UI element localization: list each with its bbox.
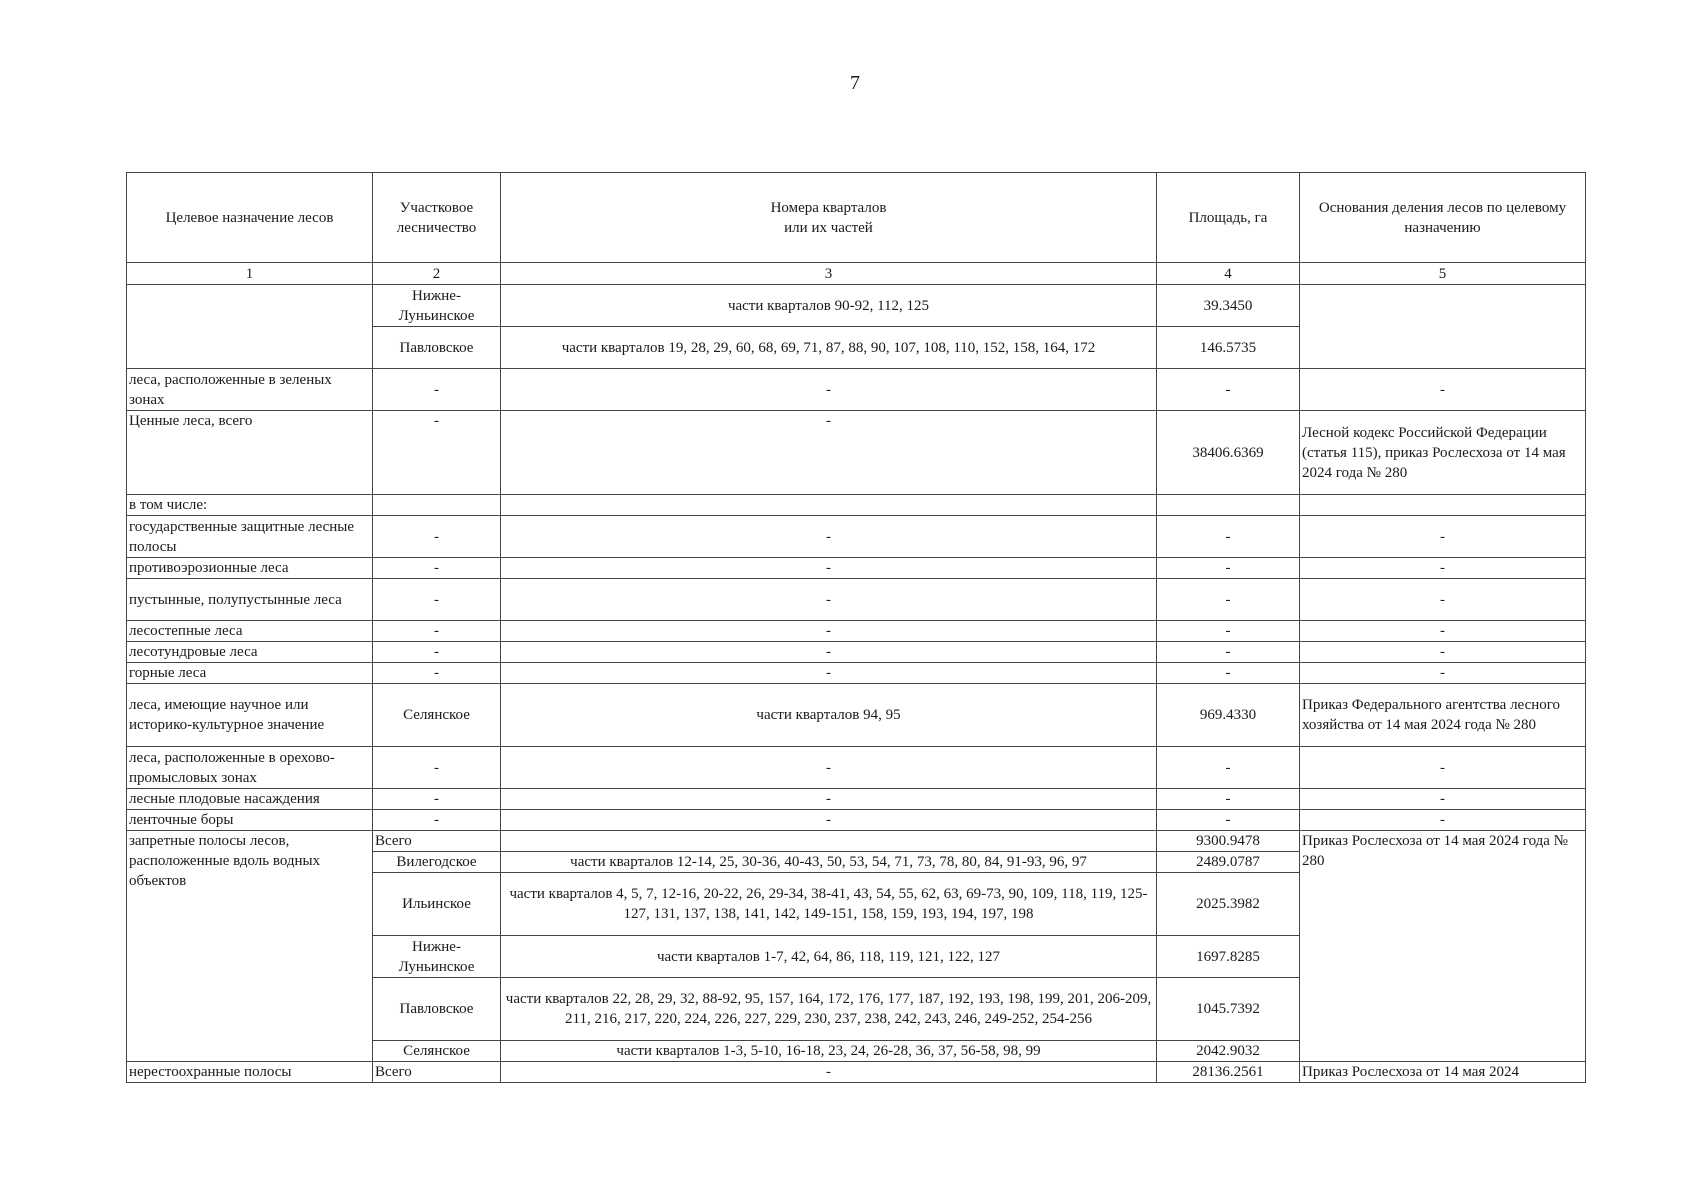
- header-area: Площадь, га: [1157, 173, 1300, 263]
- cell-area: 146.5735: [1157, 327, 1300, 369]
- cell-basis: -: [1300, 621, 1586, 642]
- column-number: 4: [1157, 263, 1300, 285]
- cell-forest-purpose: пустынные, полупустынные леса: [127, 579, 373, 621]
- page-number: 7: [850, 72, 860, 94]
- cell-quarters: части кварталов 12-14, 25, 30-36, 40-43, 50, 53, 54, 71, 73, 78, 80, 84, 91-93, 96, 97: [501, 852, 1157, 873]
- cell-forest-purpose: леса, расположенные в орехово-промысловых зонах: [127, 747, 373, 789]
- cell-quarters: [501, 495, 1157, 516]
- cell-basis: -: [1300, 558, 1586, 579]
- cell-area: 969.4330: [1157, 684, 1300, 747]
- cell-quarters: [501, 831, 1157, 852]
- table-row: [127, 642, 1586, 663]
- cell-forest-purpose: лесные плодовые насаждения: [127, 789, 373, 810]
- cell-district: -: [373, 789, 501, 810]
- cell-basis: Приказ Рослесхоза от 14 мая 2024: [1300, 1062, 1586, 1083]
- cell-area: 2489.0787: [1157, 852, 1300, 873]
- cell-forest-purpose: запретные полосы лесов, расположенные вдоль водных объектов: [127, 831, 373, 1062]
- cell-area: 2025.3982: [1157, 873, 1300, 936]
- cell-quarters: части кварталов 1-7, 42, 64, 86, 118, 119, 121, 122, 127: [501, 936, 1157, 978]
- cell-district: -: [373, 642, 501, 663]
- cell-forest-purpose: лесостепные леса: [127, 621, 373, 642]
- cell-district: Нижне-Луньинское: [373, 285, 501, 327]
- cell-district: -: [373, 558, 501, 579]
- forest-purpose-table: [126, 172, 1586, 1083]
- cell-basis: -: [1300, 747, 1586, 789]
- cell-basis: Приказ Федерального агентства лесного хозяйства от 14 мая 2024 года № 280: [1300, 684, 1586, 747]
- cell-district: Нижне-Луньинское: [373, 936, 501, 978]
- cell-quarters: -: [501, 810, 1157, 831]
- cell-area: 39.3450: [1157, 285, 1300, 327]
- cell-district: -: [373, 621, 501, 642]
- column-number: 2: [373, 263, 501, 285]
- cell-area: -: [1157, 621, 1300, 642]
- cell-basis: -: [1300, 663, 1586, 684]
- header-quarters-line2: или их частей: [784, 219, 873, 236]
- cell-basis: -: [1300, 516, 1586, 558]
- cell-area: -: [1157, 516, 1300, 558]
- table-row: [127, 810, 1586, 831]
- cell-forest-purpose: горные леса: [127, 663, 373, 684]
- cell-area: 1045.7392: [1157, 978, 1300, 1041]
- cell-basis: Лесной кодекс Российской Федерации (статья 115), приказ Рослесхоза от 14 мая 2024 года № 280: [1300, 411, 1586, 495]
- cell-area: 1697.8285: [1157, 936, 1300, 978]
- cell-area: -: [1157, 663, 1300, 684]
- table-row: [127, 663, 1586, 684]
- column-number: 3: [501, 263, 1157, 285]
- cell-district: Селянское: [373, 684, 501, 747]
- table-row: [127, 369, 1586, 411]
- cell-forest-purpose: противоэрозионные леса: [127, 558, 373, 579]
- cell-quarters: -: [501, 579, 1157, 621]
- cell-district: -: [373, 516, 501, 558]
- cell-area: -: [1157, 642, 1300, 663]
- column-number-row: [127, 263, 1586, 285]
- cell-basis: [1300, 495, 1586, 516]
- cell-area: -: [1157, 810, 1300, 831]
- table-row: [127, 831, 1586, 852]
- cell-quarters: -: [501, 558, 1157, 579]
- cell-district: Павловское: [373, 327, 501, 369]
- header-quarters: [501, 173, 1157, 263]
- cell-district: -: [373, 369, 501, 411]
- cell-forest-purpose: лесотундровые леса: [127, 642, 373, 663]
- header-basis: Основания деления лесов по целевому назначению: [1300, 173, 1586, 263]
- table-row: [127, 579, 1586, 621]
- cell-forest-purpose: государственные защитные лесные полосы: [127, 516, 373, 558]
- cell-basis: Приказ Рослесхоза от 14 мая 2024 года № 280: [1300, 831, 1586, 1062]
- cell-basis: -: [1300, 369, 1586, 411]
- table-row: [127, 558, 1586, 579]
- cell-district: Селянское: [373, 1041, 501, 1062]
- table-row: [127, 684, 1586, 747]
- table-row: [127, 285, 1586, 327]
- cell-district: Всего: [373, 831, 501, 852]
- cell-basis: -: [1300, 789, 1586, 810]
- table-row: [127, 516, 1586, 558]
- cell-forest-purpose: ленточные боры: [127, 810, 373, 831]
- cell-forest-purpose: [127, 285, 373, 369]
- cell-quarters: -: [501, 1062, 1157, 1083]
- column-number: 5: [1300, 263, 1586, 285]
- cell-district: Всего: [373, 1062, 501, 1083]
- cell-forest-purpose: Ценные леса, всего: [127, 411, 373, 495]
- cell-area: -: [1157, 579, 1300, 621]
- cell-district: -: [373, 663, 501, 684]
- cell-forest-purpose: леса, расположенные в зеленых зонах: [127, 369, 373, 411]
- header-forest-purpose: Целевое назначение лесов: [127, 173, 373, 263]
- cell-quarters: части кварталов 94, 95: [501, 684, 1157, 747]
- cell-quarters: -: [501, 789, 1157, 810]
- cell-quarters: -: [501, 621, 1157, 642]
- cell-quarters: части кварталов 22, 28, 29, 32, 88-92, 95, 157, 164, 172, 176, 177, 187, 192, 193, 198, 199, 201, 206-209, 211, 216, 217, 220, 224, 226, 227, 229, 230, 237, 238, 242, 243, 246, 249-252, 254-256: [501, 978, 1157, 1041]
- table-row: [127, 495, 1586, 516]
- cell-area: -: [1157, 558, 1300, 579]
- header-quarters-line1: Номера кварталов: [770, 199, 887, 216]
- cell-district: -: [373, 747, 501, 789]
- cell-forest-purpose: леса, имеющие научное или историко-культурное значение: [127, 684, 373, 747]
- header-district: Участковое лесничество: [373, 173, 501, 263]
- cell-area: -: [1157, 369, 1300, 411]
- cell-district: Павловское: [373, 978, 501, 1041]
- cell-basis: -: [1300, 810, 1586, 831]
- cell-forest-purpose: нерестоохранные полосы: [127, 1062, 373, 1083]
- cell-quarters: -: [501, 516, 1157, 558]
- cell-area: 9300.9478: [1157, 831, 1300, 852]
- cell-area: [1157, 495, 1300, 516]
- cell-forest-purpose: в том числе:: [127, 495, 373, 516]
- table-row: [127, 1062, 1586, 1083]
- cell-district: [373, 495, 501, 516]
- cell-district: Вилегодское: [373, 852, 501, 873]
- table-row: [127, 621, 1586, 642]
- cell-quarters: -: [501, 369, 1157, 411]
- cell-quarters: -: [501, 411, 1157, 495]
- cell-quarters: части кварталов 4, 5, 7, 12-16, 20-22, 26, 29-34, 38-41, 43, 54, 55, 62, 63, 69-73, 90, 109, 118, 119, 125-127, 131, 137, 138, 141, 142, 149-151, 158, 159, 193, 194, 197, 198: [501, 873, 1157, 936]
- cell-district: -: [373, 411, 501, 495]
- cell-district: Ильинское: [373, 873, 501, 936]
- cell-quarters: -: [501, 663, 1157, 684]
- cell-basis: -: [1300, 579, 1586, 621]
- column-number: 1: [127, 263, 373, 285]
- cell-area: -: [1157, 789, 1300, 810]
- cell-quarters: части кварталов 1-3, 5-10, 16-18, 23, 24, 26-28, 36, 37, 56-58, 98, 99: [501, 1041, 1157, 1062]
- cell-quarters: -: [501, 642, 1157, 663]
- cell-district: -: [373, 579, 501, 621]
- table-row: [127, 789, 1586, 810]
- cell-area: 28136.2561: [1157, 1062, 1300, 1083]
- table-row: [127, 411, 1586, 495]
- cell-quarters: -: [501, 747, 1157, 789]
- table-row: [127, 747, 1586, 789]
- cell-area: -: [1157, 747, 1300, 789]
- table-header-row: [127, 173, 1586, 263]
- cell-basis: [1300, 285, 1586, 369]
- cell-basis: -: [1300, 642, 1586, 663]
- cell-quarters: части кварталов 19, 28, 29, 60, 68, 69, 71, 87, 88, 90, 107, 108, 110, 152, 158, 164, 172: [501, 327, 1157, 369]
- cell-district: -: [373, 810, 501, 831]
- cell-quarters: части кварталов 90-92, 112, 125: [501, 285, 1157, 327]
- cell-area: 2042.9032: [1157, 1041, 1300, 1062]
- cell-area: 38406.6369: [1157, 411, 1300, 495]
